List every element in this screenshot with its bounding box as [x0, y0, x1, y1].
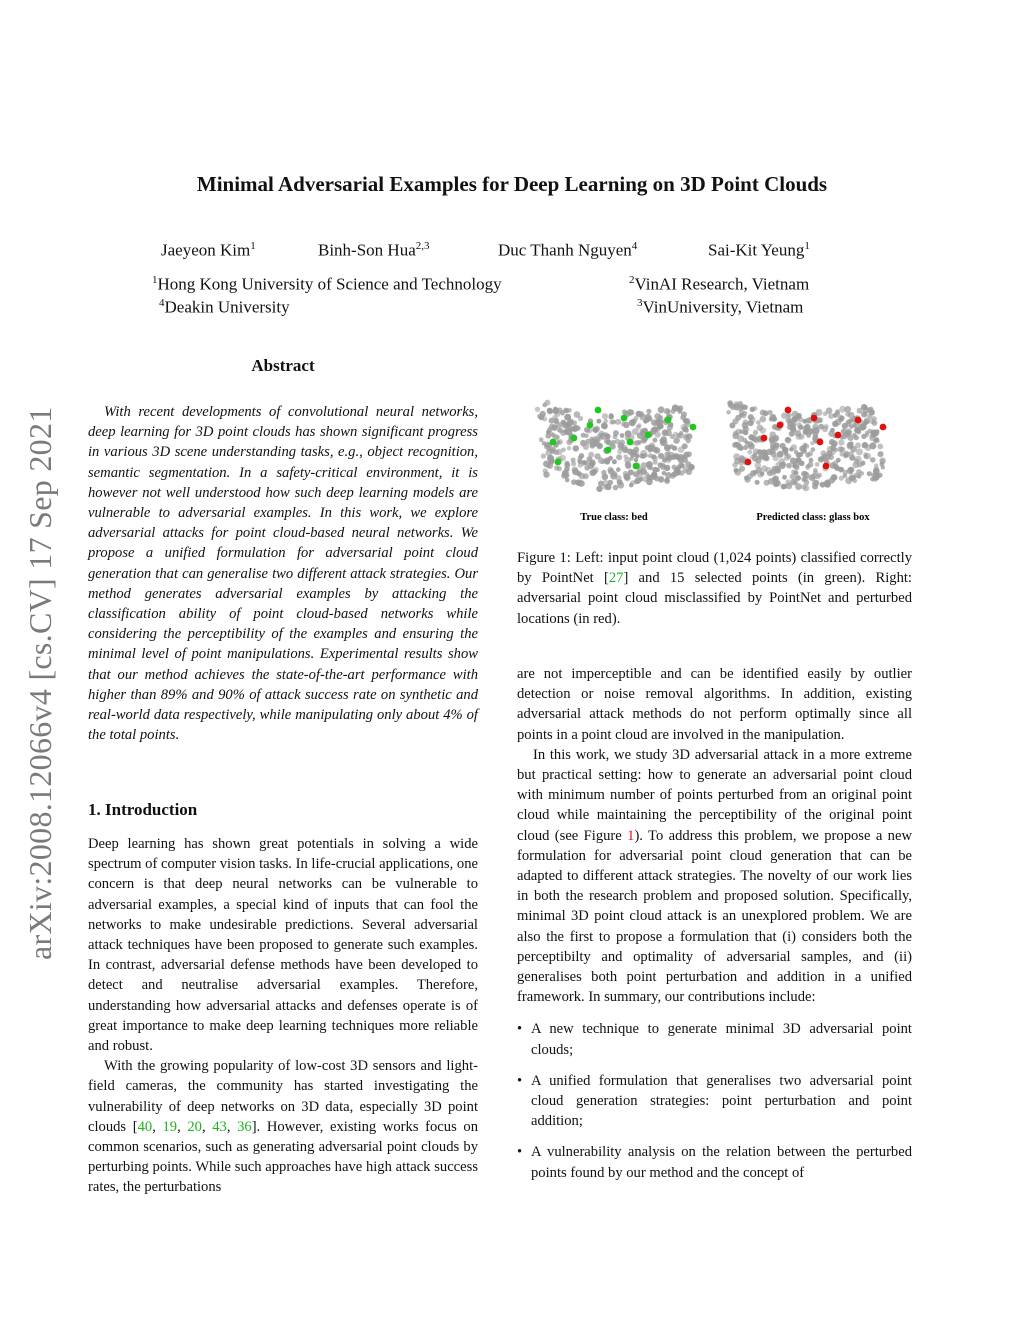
point: [594, 453, 600, 459]
point: [733, 404, 740, 411]
affiliation: $^3$VinUniversity, Vietnam: [637, 297, 804, 317]
point: [862, 443, 867, 448]
point: [823, 411, 828, 416]
point: [873, 475, 879, 481]
point: [613, 430, 619, 436]
abstract-body: [88, 402, 478, 745]
point: [673, 437, 680, 444]
point: [782, 447, 788, 453]
point: [774, 482, 778, 486]
author-name: Binh-Son Hua$^{2,3}$: [318, 240, 430, 260]
point: [791, 444, 797, 450]
point: [854, 428, 860, 434]
point: [634, 416, 639, 421]
point: [726, 410, 731, 415]
author-name: Jaeyeon Kim$^1$: [161, 240, 256, 260]
figure-caption: Figure 1: Left: input point cloud (1,024 points) classified correctly by PointNet [27] and 15 selected points (in green). Right: adversarial point cloud misclassified by PointNet and perturbed locations (in red).: [517, 550, 912, 627]
point: [846, 430, 852, 436]
point: [617, 449, 622, 454]
point: [663, 455, 669, 461]
point: [836, 458, 841, 463]
point: [583, 444, 589, 450]
point: [629, 483, 634, 488]
point: [765, 467, 772, 474]
point: [855, 442, 861, 448]
point: [839, 452, 844, 457]
point: [742, 438, 747, 443]
point: [789, 431, 795, 437]
point: [856, 448, 863, 455]
affiliation: $^1$Hong Kong University of Science and Technology: [152, 274, 502, 294]
point: [838, 440, 844, 446]
point: [837, 415, 842, 420]
right-paragraph-2: In this work, we study 3D adversarial attack in a more extreme but practical setting: how to generate an adversarial point cloud with minimum number of points perturbed from an original point cloud while maintaining the perceptibility of the original point cloud (see Figure 1). To address this problem, we propose a new formulation for adversarial point cloud generation that can be adapted to different attack strategies. The novelty of our work lies in both the research problem and proposed solution. Specifically, minimal 3D point cloud attack is an unexplored problem. We are also the first to propose a formulation that (i) considers both the perceptibilty and optimality of adversarial samples, and (ii) generalises both point perturbation and addition in a unified framework. In summary, our contributions include:: [517, 746, 912, 1006]
point: [681, 411, 687, 417]
point: [546, 430, 551, 435]
affiliation: $^2$VinAI Research, Vietnam: [629, 274, 810, 294]
intro-paragraph-1: Deep learning has shown great potentials in solving a wide spectrum of computer vision tasks. In life-crucial applications, one concern is that deep neural networks can be vulnerable to adversarial examples, a special kind of inputs that can fool the networks to make undesirable predictions. Several adversarial attack techniques have been proposed to generate such examples. In contrast, adversarial defense methods have been developed to detect and neutralise adversarial examples. Therefore, understanding how adversarial attacks and defenses operate is of great importance to make deep learning techniques more reliable and robust.: [88, 836, 478, 1055]
point: [864, 453, 871, 460]
citation-link[interactable]: 19: [162, 1118, 178, 1135]
point: [753, 448, 759, 454]
point: [655, 467, 660, 472]
point: [567, 446, 572, 451]
point: [773, 417, 778, 422]
point: [599, 431, 605, 437]
point: [612, 459, 617, 464]
point: [535, 407, 540, 412]
point: [689, 465, 694, 470]
contributions-list: [517, 1019, 912, 1182]
point: [652, 438, 657, 443]
point: [744, 475, 749, 480]
point: [682, 426, 688, 432]
point: [592, 427, 598, 433]
highlighted-point: [690, 424, 697, 431]
point: [750, 455, 755, 460]
point: [557, 422, 563, 428]
point: [669, 444, 674, 449]
highlighted-point: [587, 422, 594, 429]
point: [679, 431, 683, 435]
point: [552, 407, 559, 414]
point: [793, 471, 798, 476]
right-paragraph-1: are not imperceptible and can be identified easily by outlier detection or noise removal algorithms. In addition, existing adversarial attack methods do not perform optimally since all points in a point cloud are involved in the manipulation.: [517, 666, 912, 743]
point: [579, 453, 584, 458]
point: [549, 460, 554, 465]
point: [645, 445, 650, 450]
point: [630, 456, 634, 460]
point: [875, 429, 879, 433]
point: [879, 457, 885, 463]
point: [623, 473, 630, 480]
point-cloud-adversarial: [726, 400, 886, 491]
highlighted-point: [645, 432, 652, 439]
point: [873, 467, 879, 473]
point: [686, 451, 692, 457]
point: [796, 434, 802, 440]
citation-link[interactable]: 40: [137, 1118, 153, 1135]
point: [878, 451, 884, 457]
abstract-heading: Abstract: [251, 356, 315, 375]
point: [629, 409, 635, 415]
point: [728, 402, 734, 408]
point: [785, 417, 791, 423]
point: [753, 430, 758, 435]
point: [815, 462, 820, 467]
figure-point-clouds: [528, 380, 900, 525]
point: [666, 409, 671, 414]
point: [753, 470, 758, 475]
point: [779, 462, 786, 469]
point: [555, 435, 560, 440]
point: [542, 403, 547, 408]
point: [834, 448, 838, 452]
point: [583, 473, 589, 479]
point: [627, 449, 633, 455]
point: [653, 460, 658, 465]
section-heading-introduction: 1. Introduction: [88, 800, 198, 819]
point: [786, 483, 793, 490]
point: [672, 465, 677, 470]
point: [758, 449, 762, 453]
point: [753, 406, 758, 411]
point: [863, 407, 869, 413]
point: [639, 453, 644, 458]
point: [644, 417, 650, 423]
figure-label-predicted-class: Predicted class: glass box: [756, 512, 870, 523]
point: [848, 412, 855, 419]
point: [735, 415, 741, 421]
point: [877, 444, 883, 450]
citation-link[interactable]: 27: [608, 570, 624, 587]
point: [828, 413, 834, 419]
point: [658, 406, 665, 413]
point: [786, 463, 792, 469]
abstract-paragraph: With recent developments of convolutional neural networks, deep learning for 3D point clouds has shown significant progress in various 3D scene understanding tasks, e.g., object recognition, semantic segmentation. In a safety-critical environment, it is however not well understood how such deep learning models are vulnerable to adversarial examples. In this work, we explore adversarial attacks for point cloud-based neural networks. We propose a unified formulation for adversarial point cloud generation that can generalise two different attack strategies. Our method generates adversarial examples by attacking the classification ability of point cloud-based networks while considering the perceptibility of the examples and ensuring the minimal level of point manipulations. Experimental results show that our method achieves the state-of-the-art performance with higher than 89% and 90% of attack success rate on synthetic and real-world data respectively, while manipulating only about 4% of the total points.: [88, 404, 478, 744]
point: [678, 446, 685, 453]
point: [646, 409, 651, 414]
highlighted-point: [627, 439, 634, 446]
point: [608, 468, 615, 475]
point: [760, 472, 764, 476]
highlighted-point: [605, 447, 612, 454]
point: [655, 432, 661, 438]
point: [798, 425, 804, 431]
point: [742, 422, 749, 429]
affiliation: $^4$Deakin University: [159, 297, 290, 317]
point: [565, 478, 570, 483]
highlighted-point: [555, 459, 562, 466]
point: [611, 440, 616, 445]
citation-link[interactable]: 20: [187, 1118, 202, 1135]
point: [564, 467, 569, 472]
point: [768, 410, 773, 415]
point: [608, 480, 614, 486]
point: [791, 421, 797, 427]
arxiv-watermark: arXiv:2008.12066v4 [cs.CV] 17 Sep 2021: [22, 406, 58, 960]
point: [609, 420, 614, 425]
point: [737, 444, 742, 449]
point: [743, 430, 748, 435]
point: [797, 413, 802, 418]
point: [743, 445, 748, 450]
point: [867, 471, 872, 476]
point: [817, 473, 822, 478]
point: [733, 431, 738, 436]
point: [849, 418, 854, 423]
point: [732, 462, 737, 467]
point: [675, 454, 680, 459]
point: [544, 442, 550, 448]
highlighted-point: [777, 422, 784, 429]
point: [759, 453, 766, 460]
point: [622, 409, 627, 414]
point: [683, 418, 688, 423]
highlighted-point: [550, 439, 557, 446]
point: [616, 467, 621, 472]
point: [578, 459, 583, 464]
point: [571, 458, 576, 463]
point: [603, 484, 608, 489]
point: [854, 459, 859, 464]
point: [554, 465, 559, 470]
point: [557, 428, 561, 432]
point: [760, 410, 766, 416]
point: [805, 452, 810, 457]
point: [547, 408, 553, 414]
point: [868, 407, 873, 412]
point: [623, 422, 630, 429]
point: [573, 445, 579, 451]
point: [629, 419, 636, 426]
point: [852, 423, 857, 428]
point: [842, 423, 848, 429]
point: [808, 428, 814, 434]
point: [615, 419, 621, 425]
point: [602, 474, 609, 481]
highlighted-point: [855, 417, 862, 424]
point: [616, 454, 622, 460]
point: [840, 447, 846, 453]
highlighted-point: [571, 435, 578, 442]
point: [596, 419, 601, 424]
point: [661, 463, 665, 467]
point: [768, 478, 775, 485]
point: [770, 448, 776, 454]
point: [569, 427, 574, 432]
paper-title: Minimal Adversarial Examples for Deep Learning on 3D Point Clouds: [196, 172, 828, 196]
point: [649, 475, 655, 481]
point: [835, 409, 840, 414]
point: [549, 418, 555, 424]
point: [756, 420, 761, 425]
point: [539, 437, 544, 442]
point: [551, 447, 556, 452]
point: [575, 479, 582, 486]
point: [790, 458, 797, 465]
point: [787, 425, 792, 430]
point: [873, 438, 878, 443]
point: [805, 465, 810, 470]
point: [743, 405, 748, 410]
point: [785, 437, 790, 442]
point: [854, 435, 859, 440]
point: [860, 461, 865, 466]
point: [792, 479, 798, 485]
point: [848, 467, 853, 472]
point: [539, 415, 545, 421]
point: [747, 450, 752, 455]
point: [800, 445, 807, 452]
point: [596, 486, 602, 492]
point: [683, 435, 688, 440]
point: [760, 427, 767, 434]
point: [567, 419, 574, 426]
list-item: • A unified formulation that generalises two adversarial point cloud generation strategies: point perturbation and point addition;: [517, 1071, 912, 1132]
highlighted-point: [595, 407, 602, 414]
highlighted-point: [880, 424, 887, 431]
point: [561, 448, 566, 453]
point: [563, 429, 569, 435]
point: [843, 474, 848, 479]
right-column-body: [517, 664, 912, 1194]
point: [801, 484, 806, 489]
point: [782, 475, 787, 480]
point: [849, 471, 853, 475]
point: [659, 439, 663, 443]
point: [749, 416, 756, 423]
point: [654, 476, 660, 482]
point: [843, 451, 850, 458]
point: [676, 465, 681, 470]
highlighted-point: [785, 407, 792, 414]
point: [578, 416, 583, 421]
citation-link[interactable]: 36: [237, 1118, 252, 1135]
point: [748, 443, 755, 450]
point: [760, 416, 767, 423]
point: [845, 477, 852, 484]
highlighted-point: [621, 415, 628, 422]
highlighted-point: [761, 435, 768, 442]
intro-paragraph-2: With the growing popularity of low-cost 3D sensors and light-field cameras, the community has started investigating the vulnerability of deep networks on 3D data, especially 3D point clouds [40, 19, 20, 43, 36]. However, existing works focus on common scenarios, such as generating adversarial point clouds by perturbing points. While such approaches have high attack success rates, the perturbations: [88, 1058, 478, 1196]
highlighted-point: [835, 432, 842, 439]
point: [828, 454, 834, 460]
point: [781, 484, 787, 490]
highlighted-point: [665, 417, 672, 424]
point: [634, 477, 641, 484]
point: [865, 433, 869, 437]
point: [872, 420, 878, 426]
point: [831, 441, 837, 447]
point: [822, 453, 827, 458]
point: [567, 408, 572, 413]
highlighted-point: [817, 439, 824, 446]
point: [803, 471, 808, 476]
point: [584, 465, 590, 471]
list-item: • A new technique to generate minimal 3D adversarial point clouds;: [517, 1019, 912, 1059]
point: [623, 454, 627, 458]
point: [658, 415, 664, 421]
point: [734, 469, 741, 476]
point: [635, 454, 640, 459]
point: [812, 437, 817, 442]
point: [665, 429, 672, 436]
point: [581, 433, 586, 438]
point: [602, 413, 608, 419]
highlighted-point: [823, 463, 830, 470]
point: [812, 484, 818, 490]
point: [541, 453, 546, 458]
point: [773, 435, 779, 441]
introduction-body: [88, 834, 478, 1198]
point: [572, 467, 578, 473]
point: [835, 465, 841, 471]
point: [664, 478, 670, 484]
point: [543, 471, 549, 477]
point: [605, 434, 611, 440]
point: [634, 458, 638, 462]
point: [617, 482, 624, 489]
author-name: Sai-Kit Yeung$^1$: [708, 240, 810, 260]
point: [657, 423, 663, 429]
point: [805, 418, 811, 424]
highlighted-point: [745, 459, 752, 466]
point: [784, 455, 790, 461]
point: [677, 407, 682, 412]
point: [816, 409, 823, 416]
point: [620, 433, 625, 438]
point: [832, 421, 838, 427]
point: [648, 453, 653, 458]
point: [839, 406, 846, 413]
highlighted-point: [633, 463, 640, 470]
point: [751, 437, 756, 442]
point: [857, 408, 863, 414]
list-item: • A vulnerability analysis on the relation between the perturbed points found by our method and the concept of: [517, 1142, 912, 1182]
figure-label-true-class: True class: bed: [580, 512, 648, 523]
figure-link[interactable]: 1: [627, 827, 635, 844]
highlighted-point: [811, 415, 818, 422]
point: [648, 465, 653, 470]
point: [811, 473, 817, 479]
point: [625, 461, 632, 468]
point: [856, 469, 861, 474]
point: [755, 480, 760, 485]
point-cloud-original: [535, 400, 697, 492]
point: [601, 422, 608, 429]
point: [654, 447, 660, 453]
point: [589, 461, 595, 467]
point: [592, 440, 599, 447]
point: [671, 472, 677, 478]
point: [803, 476, 809, 482]
author-name: Duc Thanh Nguyen$^4$: [498, 240, 638, 260]
point: [867, 414, 872, 419]
point: [796, 452, 802, 458]
point: [832, 475, 837, 480]
point: [824, 481, 831, 488]
point: [852, 475, 857, 480]
point: [589, 469, 596, 476]
citation-link[interactable]: 43: [212, 1118, 227, 1135]
point: [792, 463, 797, 468]
point: [822, 426, 828, 432]
point: [870, 457, 876, 463]
point: [609, 415, 614, 420]
point: [637, 423, 641, 427]
